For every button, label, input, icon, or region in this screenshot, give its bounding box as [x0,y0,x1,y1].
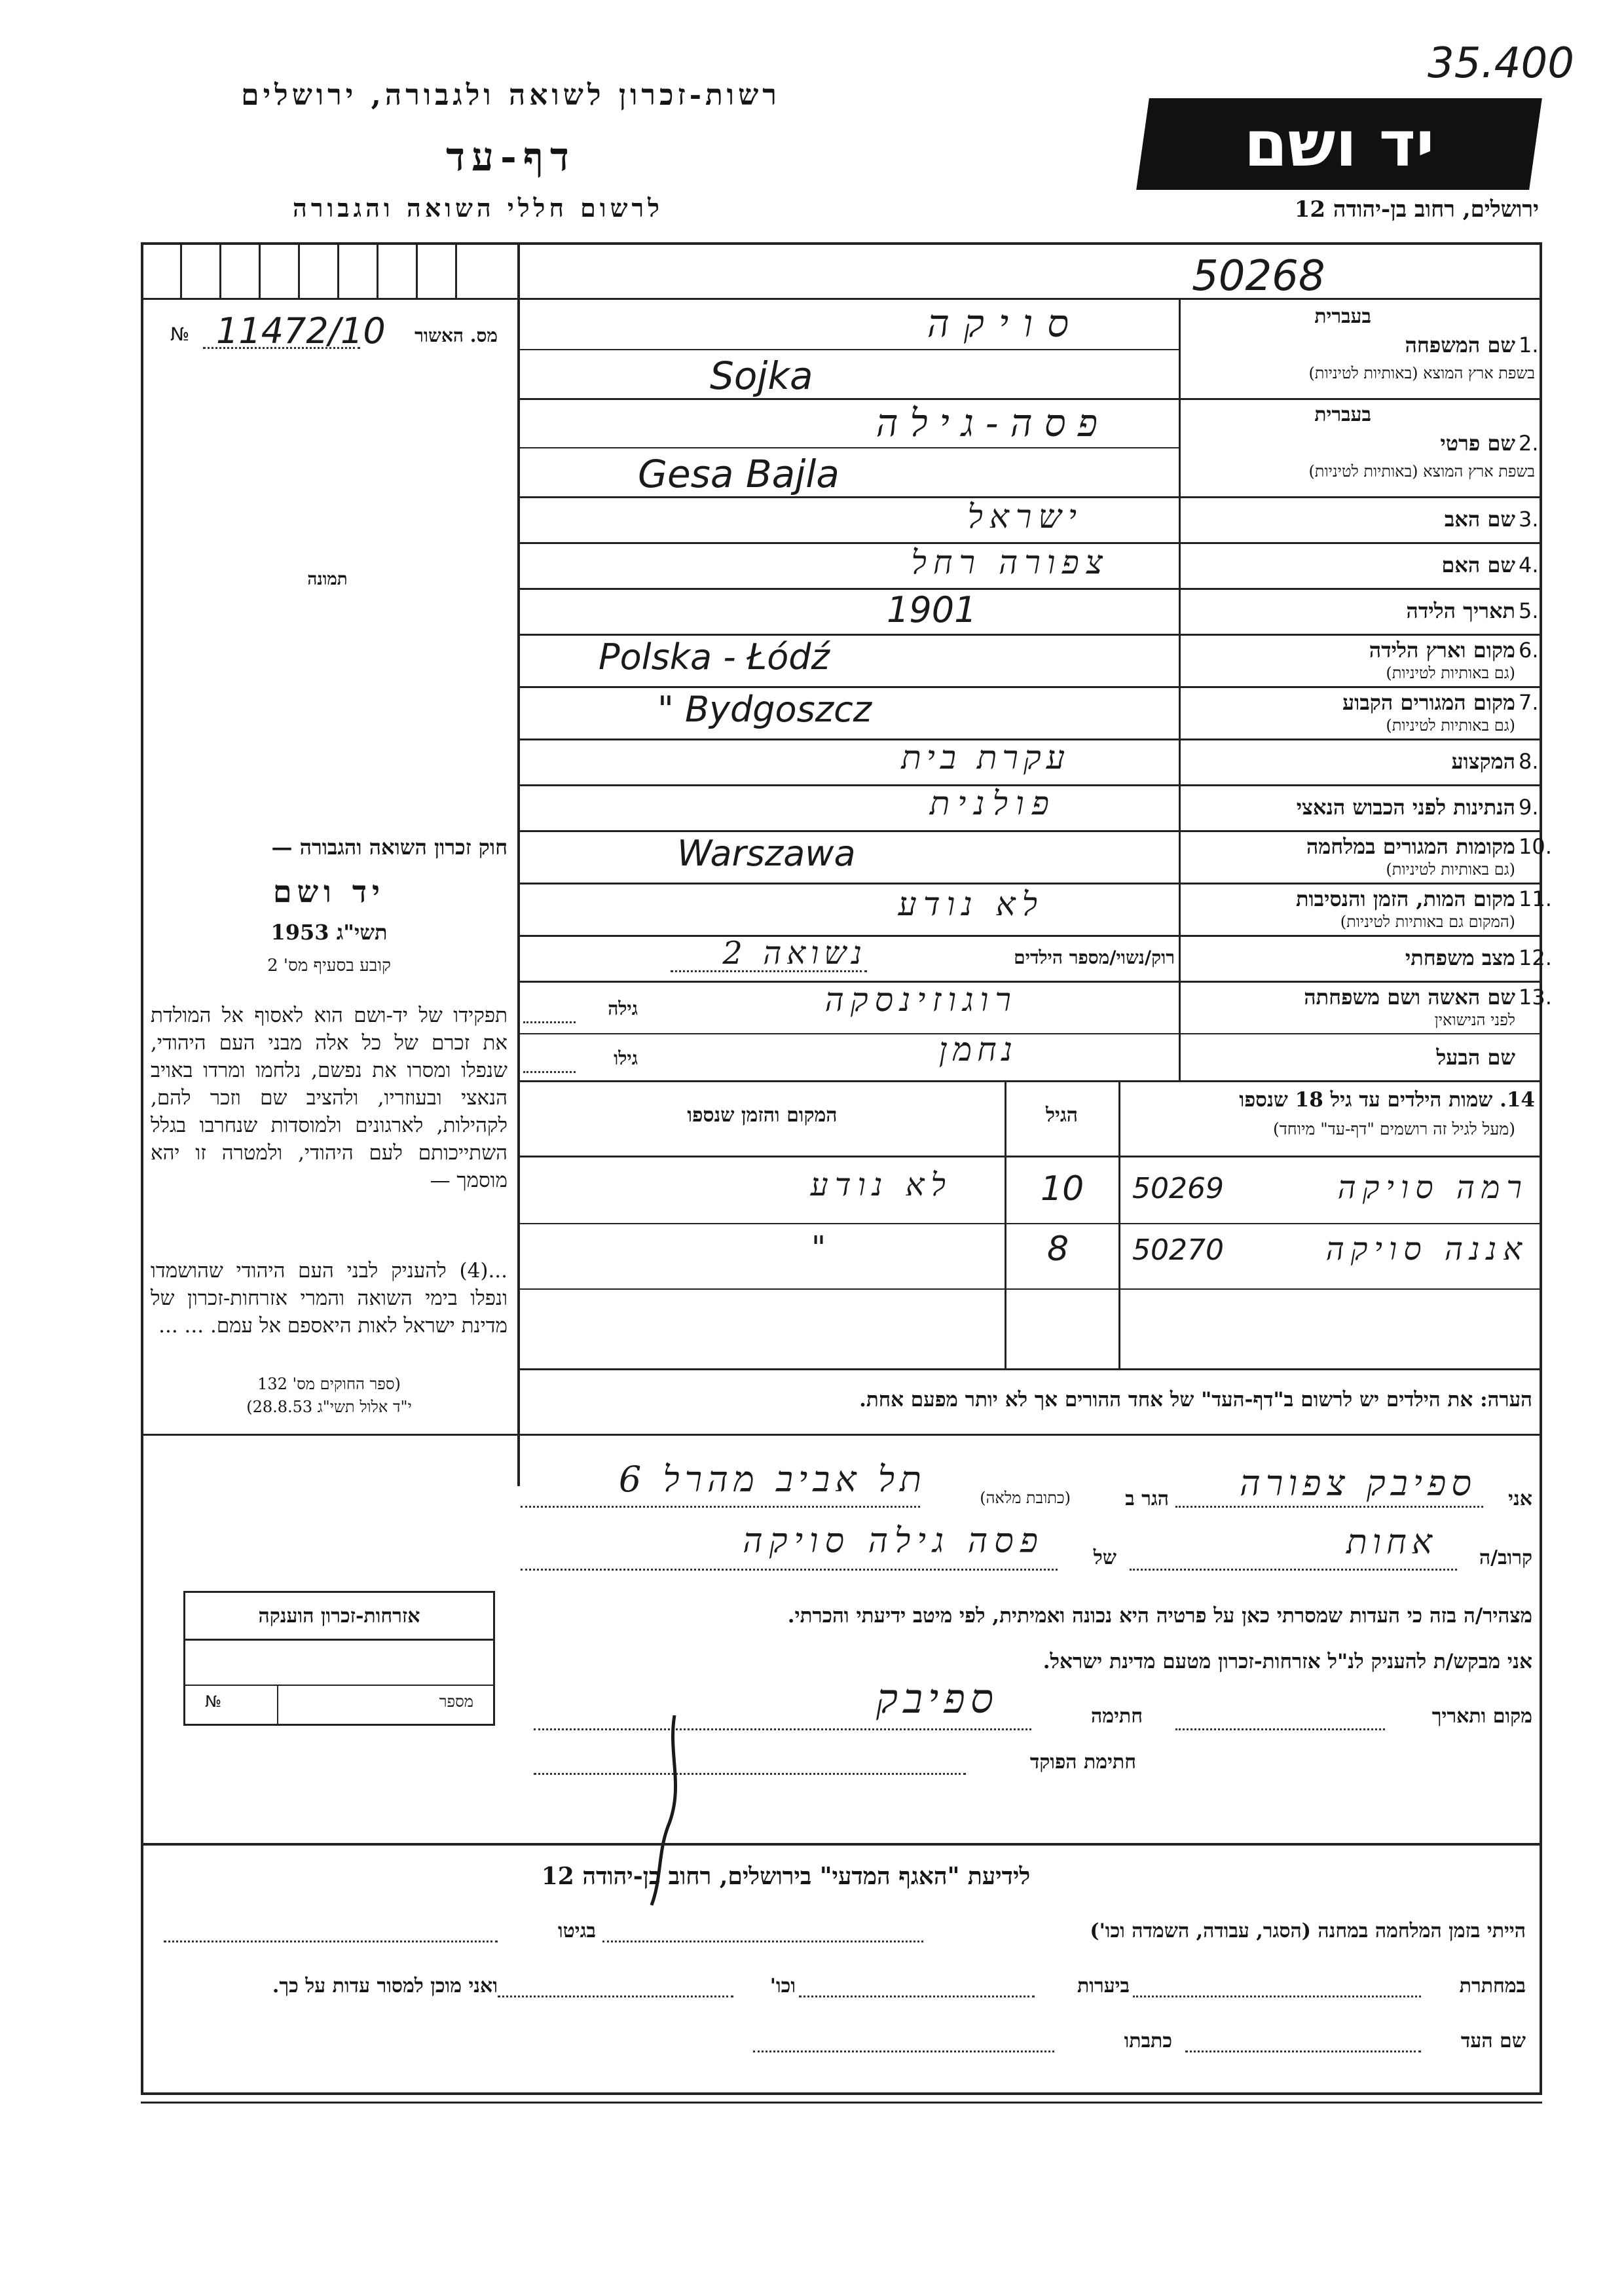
field-row-family-name [520,300,1542,400]
field-number: 3. [1519,507,1539,532]
declarant-address: תל אביב מהרל 6 [618,1459,927,1500]
field-number: 5. [1519,598,1539,623]
nationality-value: פולנית [929,784,1057,822]
form-title: דף-עד [446,134,576,180]
field-label: המקצוע [1451,749,1515,774]
field-number: 12. [1519,945,1552,970]
relation-value: אחות [1346,1523,1437,1562]
decl-address-hint: (כתובת מלאה) [980,1489,1071,1507]
field-number: 11. [1519,886,1552,911]
field-label: מקום וארץ הלידה [1369,638,1515,663]
field-label: שם הבעל [1436,1045,1515,1070]
research-line2-d: ואני מוכן למסור עדות על כך. [272,1975,498,1997]
tick-strip [141,242,517,298]
field-label: מקום המגורים הקבוע [1342,690,1515,715]
field-hebrew-tag: בעברית [1314,403,1371,426]
research-line2-a: במחתרת [1459,1975,1526,1997]
child-row-empty [520,1288,1542,1370]
citizenship-box-no-prefix: № [205,1692,221,1711]
field-number: 7. [1519,690,1539,715]
decl-resides-label: הגר ב [1125,1487,1169,1510]
child-ref-number: 50269 [1132,1172,1224,1205]
child-name: רמה סויקה [1337,1169,1528,1206]
research-section [151,1912,1532,2082]
field-sub: (גם באותיות לטיניות) [1386,664,1515,682]
field-number: 1. [1519,333,1539,357]
decl-request: אני מבקש/ת להעניק לנ"ל אזרחות-זכרון מטעם מדינת ישראל. [1043,1650,1532,1673]
law-ref-1: (ספר החוקים מס' 132 [257,1375,401,1393]
place-date-label: מקום ותאריך [1431,1705,1532,1728]
children-title: 14. שמות הילדים עד גיל 18 שנספו [1239,1088,1535,1112]
child-row [520,1157,1542,1224]
citizenship-box-no-label: מספר [439,1692,473,1711]
signature-value: ספיבק [876,1675,999,1722]
wartime-residence-value: Warszawa [677,833,856,874]
first-name-hebrew-value: פסה-גילה [876,401,1109,445]
field-sub: לפני הנישואין [1434,1011,1515,1029]
field-label: הנתינות לפני הכבוש הנאצי [1296,795,1515,820]
victim-name-ref: פסה גילה סויקה [743,1522,1044,1561]
bottom-frame-line [141,2102,1542,2104]
marital-status-options: רוק/נשוי/מספר הילדים [1014,947,1175,968]
citizenship-box [183,1591,495,1726]
form-subtitle: לרשום חללי השואה והגבורה [293,193,663,223]
decl-statement: מצהיר/ה בזה כי העדות שמסרתי כאן על פרטיה היא נכונה ואמיתית, לפי מיטב ידיעתי והכרתי. [787,1604,1532,1628]
field-number: 9. [1519,795,1539,820]
law-clause: קובע בסעיף מס' 2 [267,956,391,975]
field-number: 13. [1519,985,1552,1010]
declarant-name: ספיבק צפורה [1240,1463,1477,1504]
mother-name-value: צפורה רחל [911,543,1109,581]
birth-place-value: Polska - Łódź [599,636,830,678]
field-number: 8. [1519,749,1539,774]
husband-age-label: גילו [614,1048,638,1069]
field-label: שם פרטי [1440,431,1515,456]
field-row-wartime-residence [520,830,1552,884]
decl-i-label: אני [1508,1487,1532,1510]
official-signature-label: חתימת הפוקד [1029,1751,1136,1774]
field-sub: בשפת ארץ המוצא (באותיות לטיניות) [1308,462,1535,481]
father-name-value: ישראל [967,498,1083,536]
field-number: 4. [1519,553,1539,577]
field-row-marital-status [520,935,1552,983]
field-row-residence [520,686,1542,740]
decl-of-label: של [1093,1546,1116,1569]
field-label: מקומות המגורים במלחמה [1306,834,1515,859]
field-label: שם המשפחה [1405,333,1515,357]
law-text-2: ...(4) להעניק לבני העם היהודי שהושמדו ונפלו בימי השואה והמרי אזרחות-זכרון של מדינת ישראל לאות היאספם אל עמם. ... ... [151,1259,507,1338]
field-label: שם האב [1444,507,1515,532]
field-number: 2. [1519,431,1539,456]
address: ירושלים, רחוב בן-יהודה 12 [1294,196,1539,223]
research-divider [141,1843,1542,1846]
field-row-occupation [520,738,1542,786]
note-divider [141,1434,1542,1436]
research-line3-b: כתבתו [1124,2030,1172,2052]
research-line1-a: הייתי בזמן המלחמה במחנה (הסגר, עבודה, השמדה וכו') [1090,1920,1526,1942]
approval-row [151,310,511,354]
child-age: 10 [1041,1169,1084,1209]
first-name-latin-value: Gesa Bajla [638,452,840,496]
child-ref-number: 50270 [1132,1233,1224,1267]
research-line2-c: וכו' [769,1975,796,1997]
field-row-nationality [520,784,1542,832]
family-name-latin-value: Sojka [710,354,813,398]
yad-vashem-logo [1136,98,1542,190]
law-ref-2: י"ד אלול תשי"ג 28.8.53) [246,1398,412,1416]
field-label: מקום המות, הזמן והנסיבות [1295,886,1515,911]
field-label: שם האם [1441,553,1515,577]
field-row-birth-date [520,588,1542,636]
approval-label: מס. האשור [415,325,498,346]
record-number: 50268 [1192,252,1325,301]
law-text-1: תפקידו של יד-ושם הוא לאסוף אל המולדת את זכרם של כל אלה מבני העם היהודי, שנפלו ומסרו את נפשם, נלחמו ומרדו באויב הנאצי ובעוזריו, ולהציב שם וזכר להם, לקהילות, לארגונים ולמוסדות שנחרבו בגלל השתייכותם לעם היהודי, ולמטרה זו יהא מוסמך — [151,1004,507,1192]
wife-age-label: גילה [608,998,638,1019]
law-title: חוק זכרון השואה והגבורה — [271,835,507,860]
law-name: יד ושם [272,874,386,909]
field-row-father [520,496,1542,544]
approval-value: 11472/10 [216,310,386,352]
field-label: מצב משפחתי [1405,945,1515,970]
children-table [520,1080,1542,1368]
family-name-hebrew-value: סויקה [927,301,1083,346]
field-sub: (גם באותיות לטיניות) [1386,716,1515,735]
wife-maiden-name-value: רוגוזינסקה [824,981,1018,1019]
field-sub: בשפת ארץ המוצא (באותיות לטיניות) [1308,364,1535,382]
field-sub: (גם באותיות לטיניות) [1386,860,1515,879]
research-line2-b: ביערות [1077,1975,1130,1997]
research-title: לידיעת "האגף המדעי" בירושלים, רחוב בן-יהודה 12 [541,1863,1031,1890]
child-place: " [811,1230,826,1266]
signature-label: חתימה [1091,1705,1143,1728]
death-value: לא נודע [898,885,1044,923]
research-line3-a: שם העד [1460,2030,1526,2052]
field-row-mother [520,542,1542,590]
field-row-birth-place [520,634,1542,688]
children-col-place: המקום והזמן שנספו [687,1104,838,1127]
field-row-death [520,883,1552,937]
field-row-husband [520,1030,1542,1082]
field-label: תאריך הלידה [1406,598,1515,623]
research-line1-b: בגיטו [557,1920,596,1942]
logo-text: יד ושם [1244,107,1435,181]
children-col-age: הגיל [1045,1104,1079,1127]
institution-name: רשות-זכרון לשואה ולגבורה, ירושלים [241,79,781,112]
residence-value: " Bydgoszcz [657,689,872,730]
field-number: 10. [1519,834,1552,859]
marital-status-value: נשואה 2 [722,935,867,972]
children-subtitle: (מעל לגיל זה רושמים "דף-עד" מיוחד) [1273,1120,1515,1139]
birth-date-value: 1901 [887,589,977,630]
field-row-first-name [520,398,1542,498]
field-number: 6. [1519,638,1539,663]
child-row [520,1223,1542,1290]
field-hebrew-tag: בעברית [1314,305,1371,328]
decl-relative-label: קרוב/ה [1479,1546,1532,1569]
field-label: שם האשה ושם משפחתה [1304,985,1515,1010]
field-row-spouse-wife [520,981,1552,1034]
law-year: תשי"ג 1953 [270,920,388,945]
note: הערה: את הילדים יש לרשום ב"דף-העד" של אחד ההורים אך לא יותר מפעם אחת. [859,1388,1532,1412]
citizenship-box-title: אזרחות-זכרון הוענקה [258,1605,420,1628]
husband-name-value: נחמן [938,1030,1018,1068]
photo-label: תמונה [307,570,348,589]
approval-no-prefix: № [170,323,190,345]
top-number: 35.400 [1428,39,1574,88]
child-age: 8 [1047,1230,1069,1269]
occupation-value: עקרת בית [901,738,1070,776]
field-sub: (המקום גם באותיות לטיניות) [1340,913,1515,931]
child-name: אננה סויקה [1325,1231,1528,1267]
child-place: לא נודע [810,1167,952,1203]
